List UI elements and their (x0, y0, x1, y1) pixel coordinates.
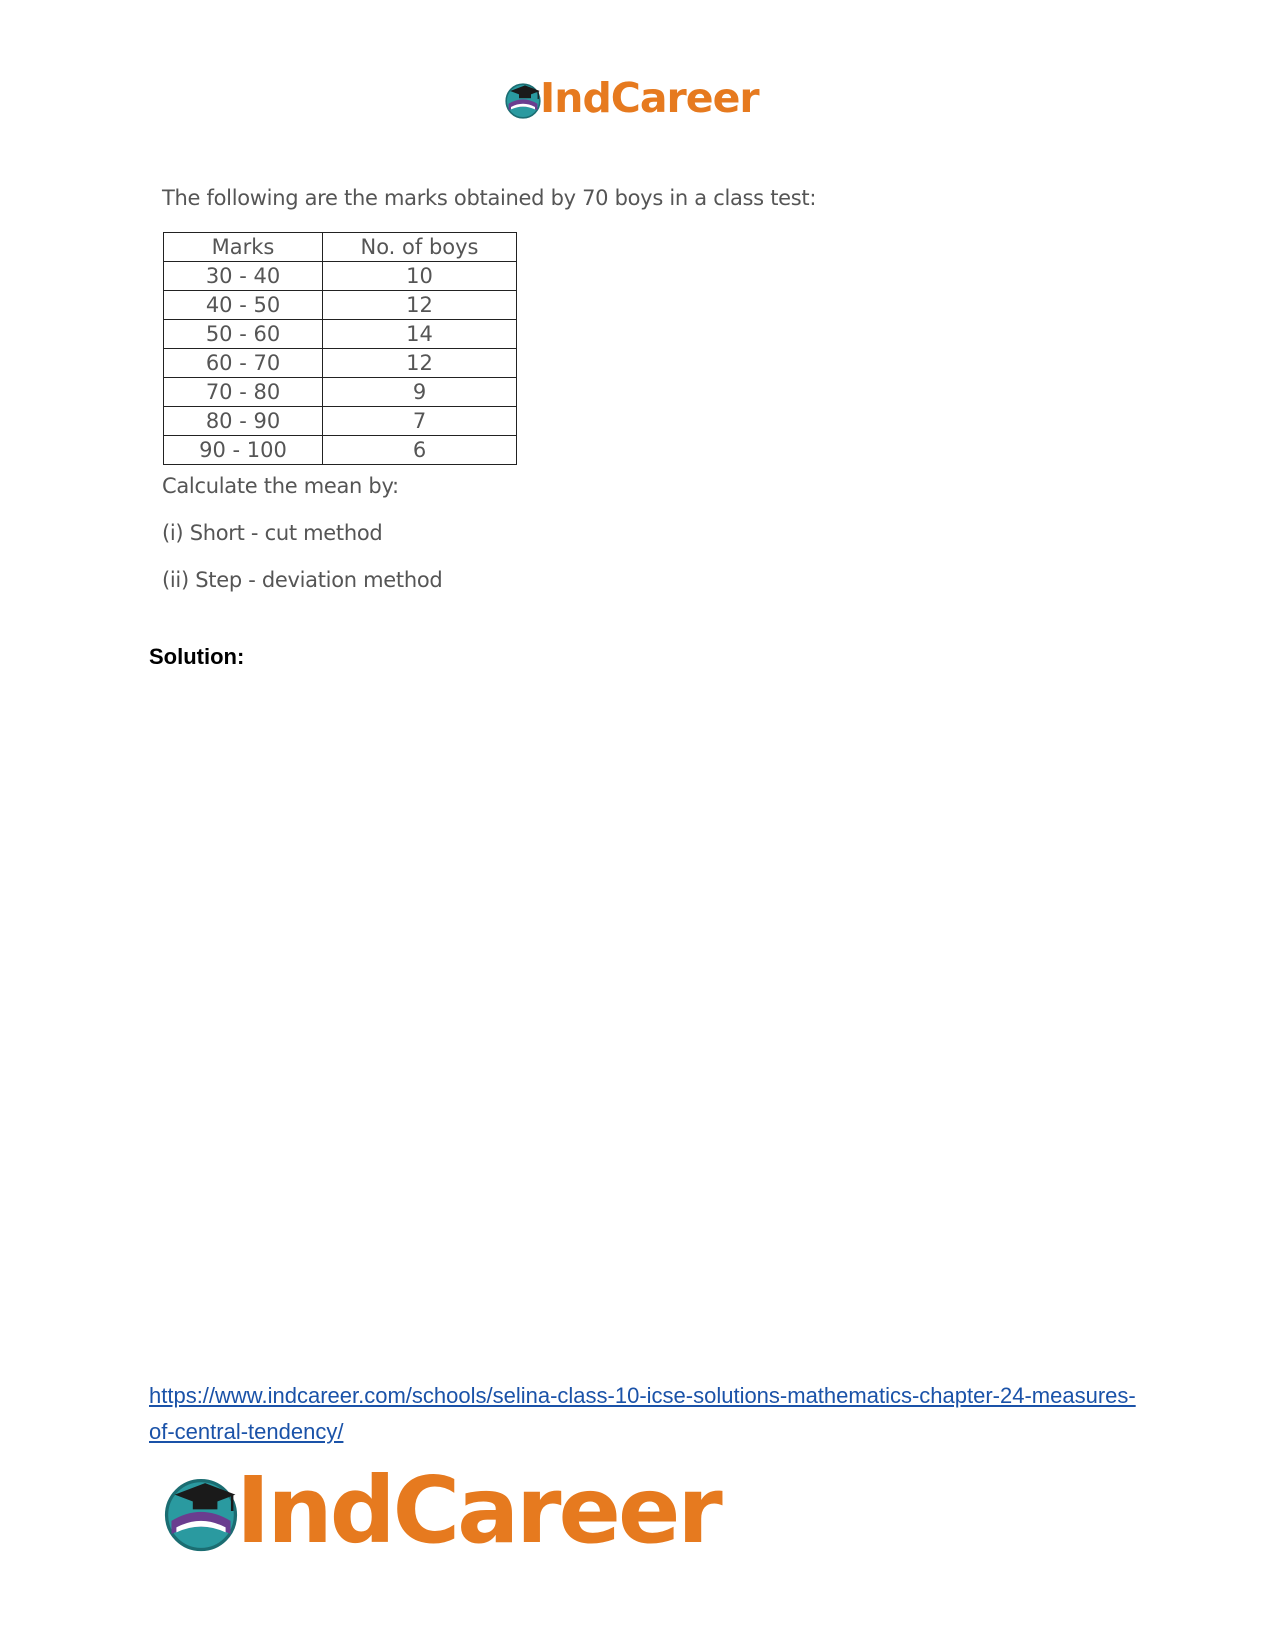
marks-cell: 50 - 60 (164, 320, 323, 349)
method-step-deviation: (ii) Step - deviation method (162, 568, 443, 592)
boys-cell: 7 (323, 407, 517, 436)
boys-cell: 14 (323, 320, 517, 349)
table-row (164, 436, 517, 465)
column-header-marks: Marks (164, 233, 323, 262)
column-header-boys: No. of boys (323, 233, 517, 262)
solution-heading: Solution: (149, 644, 245, 669)
boys-cell: 12 (323, 291, 517, 320)
table-row (164, 378, 517, 407)
marks-cell: 80 - 90 (164, 407, 323, 436)
marks-cell: 90 - 100 (164, 436, 323, 465)
instruction-text: Calculate the mean by: (162, 474, 399, 498)
boys-cell: 12 (323, 349, 517, 378)
question-intro: The following are the marks obtained by 70 boys in a class test: (162, 186, 817, 210)
globe-graduation-cap-icon (503, 79, 543, 119)
table-header-row (164, 233, 517, 262)
boys-cell: 9 (323, 378, 517, 407)
header-logo (503, 74, 759, 122)
table-row (164, 291, 517, 320)
source-url-link[interactable]: https://www.indcareer.com/schools/selina-class-10-icse-solutions-mathematics-chapter-24-measures-of-central-tendency/ (149, 1383, 1136, 1444)
table-row (164, 320, 517, 349)
boys-cell: 6 (323, 436, 517, 465)
table-row (164, 349, 517, 378)
marks-cell: 60 - 70 (164, 349, 323, 378)
brand-wordmark: IndCareer (540, 74, 759, 122)
boys-cell: 10 (323, 262, 517, 291)
marks-cell: 40 - 50 (164, 291, 323, 320)
marks-table (163, 232, 517, 465)
footer-logo (160, 1457, 720, 1564)
marks-cell: 30 - 40 (164, 262, 323, 291)
marks-cell: 70 - 80 (164, 378, 323, 407)
brand-wordmark: IndCareer (236, 1457, 720, 1564)
table-row (164, 407, 517, 436)
table-row (164, 262, 517, 291)
method-short-cut: (i) Short - cut method (162, 521, 383, 545)
globe-graduation-cap-icon (160, 1470, 242, 1552)
